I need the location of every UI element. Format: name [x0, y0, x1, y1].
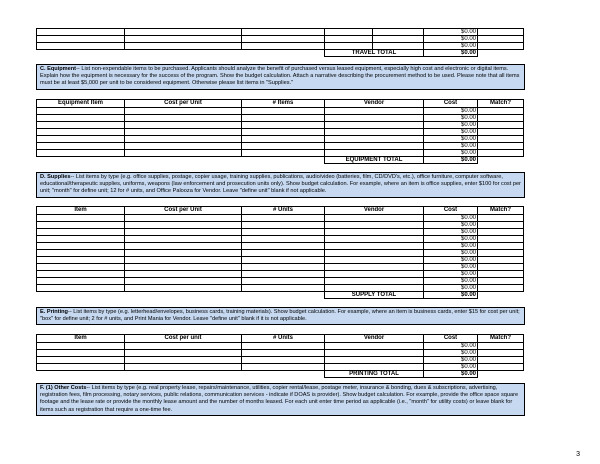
- input-cell[interactable]: [37, 129, 125, 136]
- input-cell[interactable]: [242, 229, 325, 236]
- input-cell[interactable]: [37, 136, 125, 143]
- equipment-table: [36, 99, 524, 164]
- col-header: Vendor: [325, 335, 424, 343]
- col-header: # Items: [242, 100, 325, 108]
- input-cell[interactable]: [37, 250, 125, 257]
- input-cell[interactable]: [242, 108, 325, 115]
- input-cell[interactable]: [37, 243, 125, 250]
- input-cell[interactable]: [125, 115, 242, 122]
- blank-cell: [37, 371, 125, 378]
- input-cell[interactable]: [37, 115, 125, 122]
- col-header: Cost: [424, 100, 478, 108]
- input-cell[interactable]: [325, 364, 424, 371]
- supplies-description: [36, 172, 525, 198]
- input-cell[interactable]: [37, 43, 125, 50]
- input-cell[interactable]: [242, 350, 325, 357]
- cost-cell: $0.00: [424, 271, 478, 278]
- input-cell[interactable]: [242, 43, 325, 50]
- cost-cell: $0.00: [424, 257, 478, 264]
- input-cell[interactable]: [125, 215, 242, 222]
- col-header: # Units: [242, 335, 325, 343]
- input-cell[interactable]: [242, 236, 325, 243]
- input-cell[interactable]: [37, 215, 125, 222]
- input-cell[interactable]: [125, 136, 242, 143]
- input-cell[interactable]: [325, 115, 424, 122]
- blank-cell: [242, 157, 325, 164]
- blank-cell: [478, 50, 524, 57]
- input-cell[interactable]: [325, 229, 424, 236]
- match-cell[interactable]: [478, 243, 524, 250]
- input-cell[interactable]: [37, 271, 125, 278]
- cost-cell: $0.00: [424, 115, 478, 122]
- match-cell[interactable]: [478, 343, 524, 350]
- input-cell[interactable]: [125, 36, 242, 43]
- input-cell[interactable]: [325, 357, 424, 364]
- input-cell[interactable]: [325, 236, 424, 243]
- blank-cell: [125, 371, 242, 378]
- input-cell[interactable]: [325, 43, 373, 50]
- input-cell[interactable]: [242, 271, 325, 278]
- match-cell[interactable]: [478, 150, 524, 157]
- table-row: [37, 115, 524, 122]
- table-row: [37, 222, 524, 229]
- col-header: Cost: [424, 335, 478, 343]
- col-header: Item: [37, 335, 125, 343]
- other-costs-description: [36, 383, 525, 416]
- cost-cell: $0.00: [424, 364, 478, 371]
- table-row: [37, 285, 524, 292]
- input-cell[interactable]: [325, 278, 424, 285]
- equipment-description: [36, 64, 525, 90]
- match-cell[interactable]: [478, 122, 524, 129]
- input-cell[interactable]: [37, 278, 125, 285]
- supplies-total-label: SUPPLY TOTAL: [325, 292, 424, 299]
- table-row: [37, 264, 524, 271]
- col-header: Cost: [424, 207, 478, 215]
- cost-cell: $0.00: [424, 129, 478, 136]
- col-header: Vendor: [325, 207, 424, 215]
- input-cell[interactable]: [37, 122, 125, 129]
- cost-cell: $0.00: [424, 122, 478, 129]
- input-cell[interactable]: [242, 36, 325, 43]
- total-row: [37, 157, 524, 164]
- cost-cell: $0.00: [424, 243, 478, 250]
- input-cell[interactable]: [37, 257, 125, 264]
- match-cell[interactable]: [478, 115, 524, 122]
- input-cell[interactable]: [242, 150, 325, 157]
- blank-cell: [478, 157, 524, 164]
- cost-cell: $0.00: [424, 215, 478, 222]
- cost-cell: $0.00: [424, 357, 478, 364]
- input-cell[interactable]: [125, 357, 242, 364]
- table-row: [37, 343, 524, 350]
- input-cell[interactable]: [37, 350, 125, 357]
- printing-heading: E. Printing: [40, 309, 68, 315]
- input-cell[interactable]: [125, 108, 242, 115]
- table-row: [37, 143, 524, 150]
- input-cell[interactable]: [325, 271, 424, 278]
- cost-cell: $0.00: [424, 222, 478, 229]
- input-cell[interactable]: [125, 122, 242, 129]
- input-cell[interactable]: [242, 250, 325, 257]
- input-cell[interactable]: [125, 29, 242, 36]
- table-row: [37, 236, 524, 243]
- supplies-heading: D. Supplies: [40, 174, 71, 180]
- table-row: [37, 350, 524, 357]
- table-row: [37, 43, 524, 50]
- blank-cell: [37, 157, 125, 164]
- input-cell[interactable]: [37, 236, 125, 243]
- input-cell[interactable]: [125, 250, 242, 257]
- input-cell[interactable]: [242, 215, 325, 222]
- input-cell[interactable]: [37, 364, 125, 371]
- equipment-total-value: $0.00: [424, 157, 478, 164]
- col-header: Equipment Item: [37, 100, 125, 108]
- input-cell[interactable]: [242, 257, 325, 264]
- col-header: # Units: [242, 207, 325, 215]
- input-cell[interactable]: [325, 243, 424, 250]
- input-cell[interactable]: [125, 236, 242, 243]
- printing-total-label: PRINTING TOTAL: [325, 371, 424, 378]
- match-cell[interactable]: [478, 215, 524, 222]
- input-cell[interactable]: [37, 264, 125, 271]
- travel-table: [36, 28, 524, 57]
- input-cell[interactable]: [37, 229, 125, 236]
- table-row: [37, 250, 524, 257]
- travel-total-label: TRAVEL TOTAL: [325, 50, 424, 57]
- travel-total-value: $0.00: [424, 50, 478, 57]
- input-cell[interactable]: [242, 129, 325, 136]
- match-cell[interactable]: [478, 264, 524, 271]
- input-cell[interactable]: [242, 357, 325, 364]
- input-cell[interactable]: [242, 222, 325, 229]
- col-header: Match?: [478, 207, 524, 215]
- input-cell[interactable]: [242, 278, 325, 285]
- col-header: Vendor: [325, 100, 424, 108]
- cost-cell: $0.00: [424, 350, 478, 357]
- blank-cell: [125, 292, 242, 299]
- table-row: [37, 357, 524, 364]
- input-cell[interactable]: [242, 29, 325, 36]
- table-row: [37, 150, 524, 157]
- input-cell[interactable]: [242, 136, 325, 143]
- other-costs-description-text: -- List items by type (e.g. real property lease, repairs/maintenance, utilities, copier rental/lease, postage meter, insurance & bonding, dues & subscriptions, advertising, registration fees, film processing, notary services, public relations, communication services - indicate if DOAS is provider). Show budget calculation. For example, provide the office space square footage and the lease rate or provide the monthly lease amount and the number of months leased. For each unit enter time period as applicable (i.e., "month" for utility costs) or leave blank for items such as registration that require a one-time fee.: [40, 385, 519, 413]
- input-cell[interactable]: [37, 343, 125, 350]
- blank-cell: [242, 292, 325, 299]
- input-cell[interactable]: [242, 115, 325, 122]
- input-cell[interactable]: [37, 222, 125, 229]
- cost-cell: $0.00: [424, 136, 478, 143]
- input-cell[interactable]: [325, 257, 424, 264]
- blank-cell: [37, 50, 125, 57]
- cost-cell: $0.00: [424, 264, 478, 271]
- match-cell[interactable]: [478, 222, 524, 229]
- cost-cell: $0.00: [424, 278, 478, 285]
- total-row: [37, 371, 524, 378]
- table-row: [37, 215, 524, 222]
- table-row: [37, 257, 524, 264]
- match-cell[interactable]: [478, 257, 524, 264]
- input-cell[interactable]: [325, 343, 424, 350]
- input-cell[interactable]: [125, 278, 242, 285]
- col-header: Cost per Unit: [125, 100, 242, 108]
- input-cell[interactable]: [37, 150, 125, 157]
- table-row: [37, 29, 524, 36]
- col-header: Item: [37, 207, 125, 215]
- input-cell[interactable]: [125, 150, 242, 157]
- match-cell[interactable]: [478, 143, 524, 150]
- table-row: [37, 243, 524, 250]
- supplies-total-value: $0.00: [424, 292, 478, 299]
- printing-description: [36, 307, 525, 325]
- input-cell[interactable]: [242, 143, 325, 150]
- col-header: Match?: [478, 335, 524, 343]
- input-cell[interactable]: [325, 350, 424, 357]
- input-cell[interactable]: [242, 264, 325, 271]
- equipment-total-label: EQUIPMENT TOTAL: [325, 157, 424, 164]
- cost-cell: $0.00: [424, 36, 478, 43]
- match-cell[interactable]: [478, 278, 524, 285]
- match-cell[interactable]: [478, 136, 524, 143]
- table-row: [37, 229, 524, 236]
- input-cell[interactable]: [242, 364, 325, 371]
- equipment-heading: C. Equipment: [40, 66, 77, 72]
- table-row: [37, 271, 524, 278]
- input-cell[interactable]: [325, 143, 424, 150]
- match-cell[interactable]: [478, 364, 524, 371]
- cost-cell: $0.00: [424, 229, 478, 236]
- input-cell[interactable]: [37, 108, 125, 115]
- match-cell[interactable]: [478, 43, 524, 50]
- input-cell[interactable]: [242, 285, 325, 292]
- cost-cell: $0.00: [424, 43, 478, 50]
- match-cell[interactable]: [478, 357, 524, 364]
- cost-cell: $0.00: [424, 150, 478, 157]
- equipment-description-text: -- List non-expendable items to be purchased. Applicants should analyze the benefit of purchased versus leased equipment, especially high cost and electronic or digital items. Explain how the equipment is necessary for the success of the program. Show the budget calculation. Attach a narrative describing the procurement method to be used. Please note that all items must be at least $5,000 per unit to be considered equipment. Otherwise please list items in "Supplies.": [40, 66, 520, 87]
- input-cell[interactable]: [325, 36, 373, 43]
- match-cell[interactable]: [478, 29, 524, 36]
- input-cell[interactable]: [125, 229, 242, 236]
- blank-cell: [125, 157, 242, 164]
- match-cell[interactable]: [478, 129, 524, 136]
- blank-cell: [478, 292, 524, 299]
- supplies-table: [36, 206, 524, 299]
- input-cell[interactable]: [125, 129, 242, 136]
- input-cell[interactable]: [125, 350, 242, 357]
- table-row: [37, 36, 524, 43]
- printing-description-text: -- List items by type (e.g. letterhead/envelopes, business cards, training materials). Show budget calculation. For example, where an item is business cards, enter $15 for cost per unit; "box" for define unit; 2 for # units, and Print Mania for Vendor. Leave "define unit" blank if it is not applicable.: [40, 309, 520, 323]
- blank-cell: [242, 50, 325, 57]
- blank-cell: [125, 50, 242, 57]
- match-cell[interactable]: [478, 350, 524, 357]
- input-cell[interactable]: [373, 36, 424, 43]
- total-row: [37, 50, 524, 57]
- cost-cell: $0.00: [424, 108, 478, 115]
- cost-cell: $0.00: [424, 285, 478, 292]
- table-row: [37, 108, 524, 115]
- input-cell[interactable]: [325, 222, 424, 229]
- other-costs-heading: F. (1) Other Costs: [40, 385, 87, 391]
- col-header: Cost per unit: [125, 335, 242, 343]
- table-row: [37, 278, 524, 285]
- input-cell[interactable]: [325, 250, 424, 257]
- input-cell[interactable]: [325, 136, 424, 143]
- blank-cell: [37, 292, 125, 299]
- match-cell[interactable]: [478, 229, 524, 236]
- cost-cell: $0.00: [424, 250, 478, 257]
- match-cell[interactable]: [478, 236, 524, 243]
- input-cell[interactable]: [125, 343, 242, 350]
- table-row: [37, 129, 524, 136]
- input-cell[interactable]: [242, 343, 325, 350]
- cost-cell: $0.00: [424, 29, 478, 36]
- input-cell[interactable]: [325, 285, 424, 292]
- input-cell[interactable]: [125, 243, 242, 250]
- match-cell[interactable]: [478, 36, 524, 43]
- input-cell[interactable]: [37, 143, 125, 150]
- col-header: Cost per Unit: [125, 207, 242, 215]
- input-cell[interactable]: [37, 357, 125, 364]
- blank-cell: [478, 371, 524, 378]
- total-row: [37, 292, 524, 299]
- input-cell[interactable]: [37, 29, 125, 36]
- input-cell[interactable]: [242, 243, 325, 250]
- input-cell[interactable]: [125, 264, 242, 271]
- input-cell[interactable]: [125, 285, 242, 292]
- input-cell[interactable]: [373, 43, 424, 50]
- equipment-header-row: [37, 100, 524, 108]
- input-cell[interactable]: [325, 29, 373, 36]
- col-header: Match?: [478, 100, 524, 108]
- printing-total-value: $0.00: [424, 371, 478, 378]
- input-cell[interactable]: [242, 122, 325, 129]
- input-cell[interactable]: [37, 285, 125, 292]
- match-cell[interactable]: [478, 285, 524, 292]
- printing-header-row: [37, 335, 524, 343]
- input-cell[interactable]: [125, 222, 242, 229]
- input-cell[interactable]: [125, 257, 242, 264]
- match-cell[interactable]: [478, 108, 524, 115]
- input-cell[interactable]: [125, 43, 242, 50]
- match-cell[interactable]: [478, 271, 524, 278]
- match-cell[interactable]: [478, 250, 524, 257]
- blank-cell: [242, 371, 325, 378]
- input-cell[interactable]: [125, 143, 242, 150]
- input-cell[interactable]: [125, 364, 242, 371]
- input-cell[interactable]: [325, 215, 424, 222]
- supplies-header-row: [37, 207, 524, 215]
- input-cell[interactable]: [325, 264, 424, 271]
- printing-table: [36, 334, 524, 378]
- input-cell[interactable]: [325, 129, 424, 136]
- page-number: 3: [576, 451, 580, 458]
- cost-cell: $0.00: [424, 343, 478, 350]
- input-cell[interactable]: [325, 108, 424, 115]
- supplies-description-text: -- List items by type (e.g. office supplies, postage, copier usage, training supplies, publications, audio/video (batteries, film, CD/DVD's, etc.), office furniture, computer software, educational/therapeutic supplies, uniforms, weapons (law enforcement and prosecution units only). Show budget calculation. For example, where an item is office supplies, enter $100 for cost per unit; "month" for define unit; 12 for # units, and Office Palooza for Vendor. Leave "define unit" blank if not applicable.: [40, 174, 521, 195]
- table-row: [37, 136, 524, 143]
- cost-cell: $0.00: [424, 236, 478, 243]
- input-cell[interactable]: [325, 150, 424, 157]
- table-row: [37, 364, 524, 371]
- input-cell[interactable]: [325, 122, 424, 129]
- cost-cell: $0.00: [424, 143, 478, 150]
- input-cell[interactable]: [125, 271, 242, 278]
- table-row: [37, 122, 524, 129]
- input-cell[interactable]: [373, 29, 424, 36]
- input-cell[interactable]: [37, 36, 125, 43]
